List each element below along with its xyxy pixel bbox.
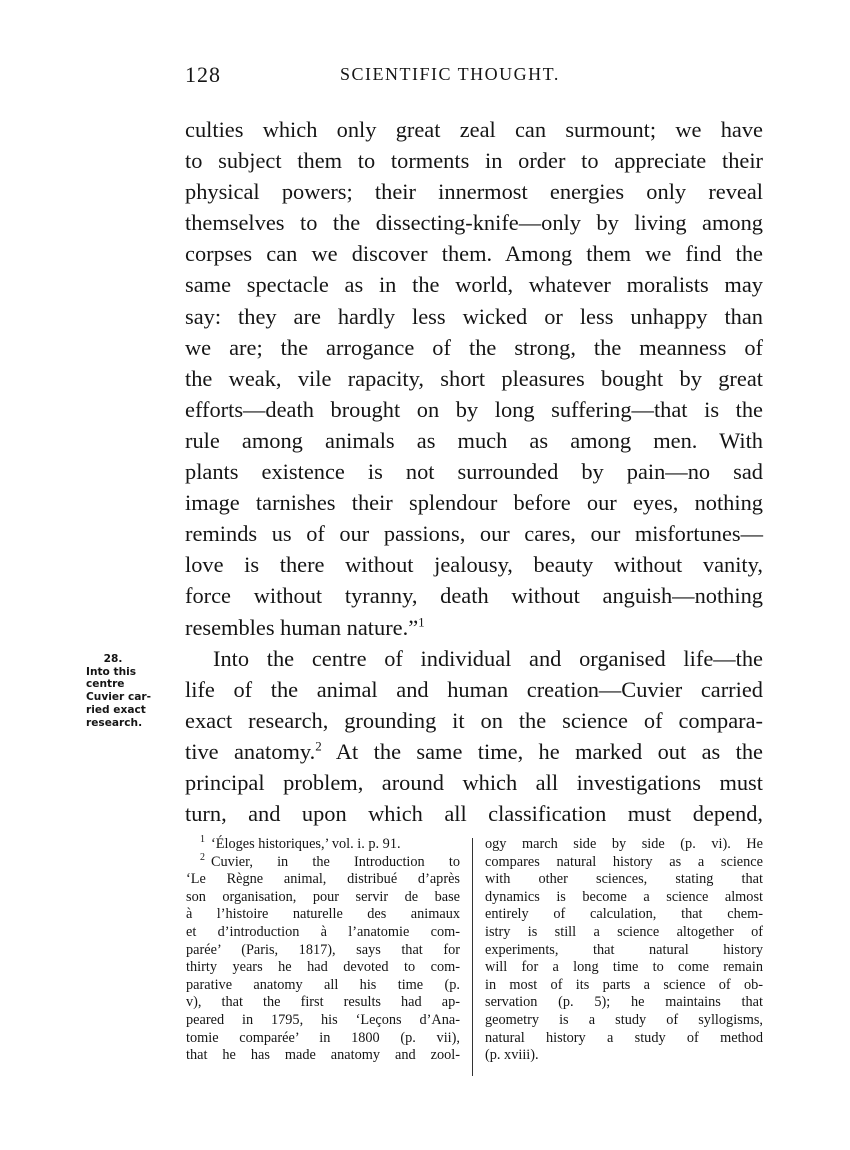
text-line: same spectacle as in the world, whatever moralists may (185, 272, 763, 298)
footnote-line: tomie comparée’ in 1800 (p. vii), (186, 1029, 460, 1046)
footnote-text: Cuvier, in the Introduction to (211, 853, 460, 870)
footnote-line: in most of its parts a science of ob- (485, 976, 763, 993)
footnote-line: ogy march side by side (p. vi). He (485, 836, 763, 852)
footnote-line: son organisation, pour servir de base (186, 888, 460, 905)
text-line: the weak, vile rapacity, short pleasures bought by great (185, 365, 763, 391)
footnote-line: servation (p. 5); he maintains that (485, 994, 763, 1011)
text-line: plants existence is not surrounded by pain—no sad (185, 459, 763, 485)
footnote-line: compares natural history as a science (485, 853, 763, 870)
text-line: to subject them to torments in order to appreciate their (185, 148, 763, 174)
text-line: corpses can we discover them. Among them we find the (185, 241, 763, 267)
footnote-line: v), that the first results had ap- (186, 994, 460, 1011)
text-line: physical powers; their innermost energies only reveal (185, 179, 763, 205)
text-line: force without tyranny, death without anguish—nothing (185, 583, 763, 609)
text-segment: tive anatomy. (185, 738, 316, 764)
text-line: themselves to the dissecting-knife—only by living among (185, 210, 763, 236)
running-head: SCIENTIFIC THOUGHT. (340, 64, 560, 84)
text-line: say: they are hardly less wicked or less unhappy than (185, 303, 763, 329)
footnote-line: with other sciences, stating that (485, 871, 763, 888)
footnote-line: thirty years he had devoted to com- (186, 959, 460, 976)
text-segment: resembles human nature.” (185, 614, 419, 640)
footnote-column-divider (472, 838, 473, 1076)
footnote-mark: 2 (200, 851, 205, 863)
footnote-line: peared in 1795, his ‘Leçons d’Ana- (186, 1011, 460, 1028)
footnote-line: will for a long time to come remain (485, 959, 763, 976)
footnote-line: that he has made anatomy and zool- (186, 1047, 460, 1064)
text-line: culties which only great zeal can surmount; we have (185, 117, 763, 142)
footnote-line: geometry is a study of syllogisms, (485, 1011, 763, 1028)
margin-note-line: research. (86, 716, 143, 729)
footnotes-left-column (186, 836, 460, 1065)
footnote-mark: 1 (200, 834, 205, 846)
text-segment: At the same time, he marked out as the (321, 738, 763, 764)
margin-note-line: ried exact (86, 703, 146, 716)
text-line: image tarnishes their splendour before our eyes, nothing (185, 490, 763, 516)
footnote-reference: 1 (418, 614, 425, 630)
footnote-line: ‘Le Règne animal, distribué d’après (186, 871, 460, 888)
footnote-1 (186, 836, 460, 854)
text-line: principal problem, around which all investigations must (185, 769, 763, 795)
footnotes-right-column (485, 836, 763, 1065)
text-line: efforts—death brought on by long suffering—that is the (185, 396, 763, 422)
margin-note-line: Cuvier car- (86, 691, 152, 704)
footnote-line: parative anatomy all his time (p. (186, 976, 460, 993)
footnote-text: ‘Éloges historiques,’ vol. i. p. 91. (211, 836, 401, 852)
text-line: rule among animals as much as among men. With (185, 427, 763, 453)
footnote-line: experiments, that natural history (485, 941, 763, 958)
text-line: love is there without jealousy, beauty without vanity, (185, 552, 763, 578)
text-line: life of the animal and human creation—Cuvier carried (185, 676, 763, 702)
footnote-reference: 2 (315, 738, 322, 754)
margin-note (86, 653, 166, 729)
text-line: reminds us of our passions, our cares, our misfortunes— (185, 521, 763, 547)
margin-note-number: 28. (103, 653, 123, 665)
footnote-line: (p. xviii). (485, 1047, 539, 1064)
text-line: we are; the arrogance of the strong, the meanness of (185, 334, 763, 360)
footnote-line: natural history a study of method (485, 1029, 763, 1046)
footnote-line: à l’histoire naturelle des animaux (186, 906, 460, 923)
footnote-line: dynamics is become a science almost (485, 888, 763, 905)
text-line (185, 612, 763, 643)
text-line (185, 736, 763, 767)
margin-note-line: Into this (86, 665, 137, 678)
page-number: 128 (185, 62, 221, 87)
footnote-line: parée’ (Paris, 1817), says that for (186, 941, 460, 958)
footnote-line: istry is still a science altogether of (485, 923, 763, 940)
footnote-2 (186, 851, 460, 872)
paragraph-start-line: Into the centre of individual and organised life—the (213, 645, 763, 671)
margin-note-line: centre (86, 678, 125, 691)
main-text (185, 114, 763, 829)
text-line: exact research, grounding it on the science of compara- (185, 707, 763, 733)
text-line: turn, and upon which all classification must depend, (185, 801, 763, 827)
page-header (185, 62, 763, 90)
footnote-line: et d’introduction à l’anatomie com- (186, 923, 460, 940)
footnote-line: entirely of calculation, that chem- (485, 906, 763, 923)
